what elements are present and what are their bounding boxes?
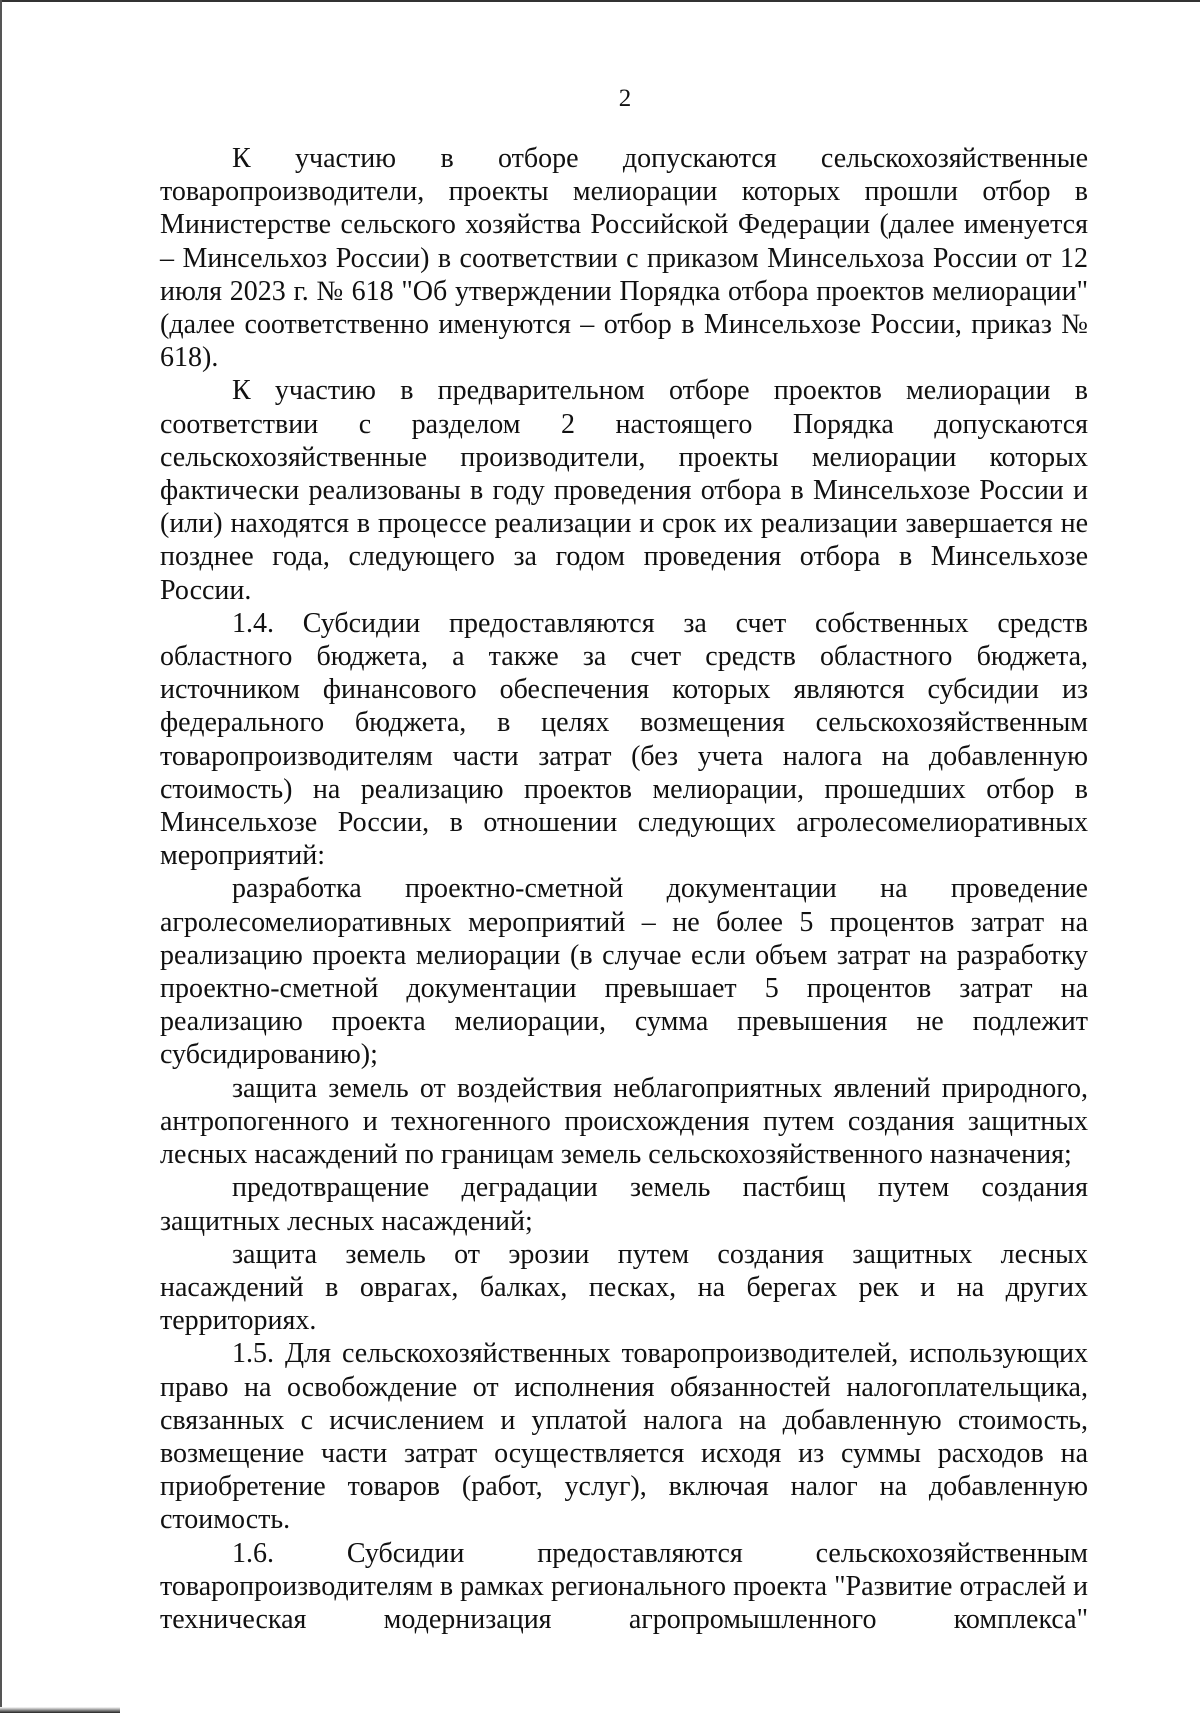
- scan-edge: [0, 0, 1200, 2]
- list-item-design-documentation: разработка проектно-сметной документации на проведение агролесомелиоративных мероприятий – не более 5 процентов затрат на реализацию проекта мелиорации (в случае если объем затрат на разработку проектно-сметной документации превышает 5 процентов затрат на реализацию проекта мелиорации, сумма превышения не подлежит субсидированию);: [160, 873, 1088, 1071]
- list-item-erosion-protection: защита земель от эрозии путем создания защитных лесных насаждений в оврагах, балках, песках, на берегах рек и на других территориях.: [160, 1238, 1088, 1337]
- paragraph-1-4-subsidies: 1.4. Субсидии предоставляются за счет собственных средств областного бюджета, а также за счет средств областного бюджета, источником финансового обеспечения которых являются субсидии из федерального бюджета, в целях возмещения сельскохозяйственным товаропроизводителям части затрат (без учета налога на добавленную стоимость) на реализацию проектов мелиорации, прошедших отбор в Минсельхозе России, в отношении следующих агролесомелиоративных мероприятий:: [160, 607, 1088, 872]
- paragraph-preliminary-selection: К участию в предварительном отборе проектов мелиорации в соответствии с разделом 2 настоящего Порядка допускаются сельскохозяйственные производители, проекты мелиорации которых фактически реализованы в году проведения отбора в Минсельхозе России и (или) находятся в процессе реализации и срок их реализации завершается не позднее года, следующего за годом проведения отбора в Минсельхозе России.: [160, 375, 1088, 606]
- scan-edge: [0, 1707, 120, 1713]
- page-number: 2: [618, 85, 632, 112]
- document-body: [160, 142, 1088, 1636]
- paragraph-1-6-regional-project: 1.6. Субсидии предоставляются сельскохозяйственным товаропроизводителям в рамках регионального проекта "Развитие отраслей и техническая модернизация агропромышленного комплекса": [160, 1537, 1088, 1635]
- scan-edge: [0, 0, 2, 1713]
- list-item-pasture-degradation: предотвращение деградации земель пастбищ путем создания защитных лесных насаждений;: [160, 1172, 1088, 1237]
- list-item-land-protection-natural: защита земель от воздействия неблагоприятных явлений природного, антропогенного и техногенного происхождения путем создания защитных лесных насаждений по границам земель сельскохозяйственного назначения;: [160, 1072, 1088, 1171]
- paragraph-1-5-vat-exemption: 1.5. Для сельскохозяйственных товаропроизводителей, использующих право на освобождение от исполнения обязанностей налогоплательщика, связанных с исчислением и уплатой налога на добавленную стоимость, возмещение части затрат осуществляется исходя из суммы расходов на приобретение товаров (работ, услуг), включая налог на добавленную стоимость.: [160, 1338, 1088, 1536]
- paragraph-participation-selection: К участию в отборе допускаются сельскохозяйственные товаропроизводители, проекты мелиорации которых прошли отбор в Министерстве сельского хозяйства Российской Федерации (далее именуется – Минсельхоз России) в соответствии с приказом Минсельхоза России от 12 июля 2023 г. № 618 "Об утверждении Порядка отбора проектов мелиорации" (далее соответственно именуются – отбор в Минсельхозе России, приказ № 618).: [160, 143, 1088, 374]
